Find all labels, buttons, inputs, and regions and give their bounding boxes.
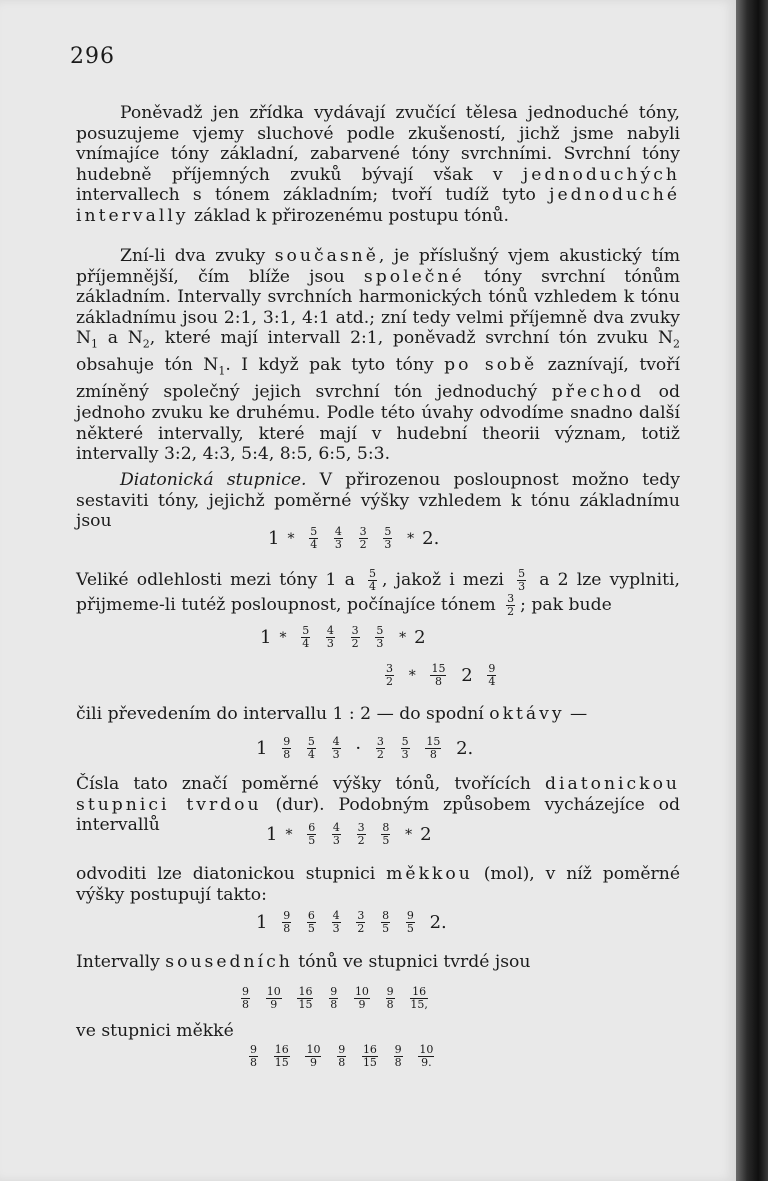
paragraph-5: čili převedením do intervallu 1 : 2 — do spodní oktávy —	[76, 704, 588, 724]
paragraph-6: Čísla tato značí poměrné výšky tónů, tvořících diatonickou stupnici tvrdou (dur). Podobným způsobem vycházejíce od intervallů	[76, 774, 680, 836]
sequence-second-row: $\frac{3}{2}$ * $\frac{15}{8}$ 2 $\frac{9}{4}$	[386, 662, 496, 688]
paragraph-1: Poněvadž jen zřídka vydávají zvučící tělesa jednoduché tóny, posuzujeme vjemy sluchové podle zkušeností, jichž jsme nabyli vnímajíce tóny základní, zabarvené tóny svrchními. Svrchní tóny hudebně příjemných zvuků bývají však v jednoduchých intervallech s tónem základním; tvoří tudíž tyto jednoduché intervally základ k přirozenému postupu tónů.	[76, 103, 680, 226]
sequence-minor-intervals: 1 * $\frac{6}{5}$ $\frac{4}{3}$ $\frac{3}{2}$ $\frac{8}{5}$ * 2	[266, 821, 432, 847]
paragraph-7: odvoditi lze diatonickou stupnici měkkou (mol), v níž poměrné výšky postupují takto:	[76, 864, 681, 905]
sequence-dur-scale: 1 $\frac{9}{8}$ $\frac{5}{4}$ $\frac{4}{3}$ · $\frac{3}{2}$ $\frac{5}{3}$ $\frac{15}{8}$ 2.	[256, 735, 474, 761]
sequence-mol-scale: 1 $\frac{9}{8}$ $\frac{6}{5}$ $\frac{4}{3}$ $\frac{3}{2}$ $\frac{8}{5}$ $\frac{9}{5}$ 2.	[256, 909, 447, 935]
paragraph-4: Veliké odlehlosti mezi tóny 1 a $\frac{5}{4}$ , jakož i mezi $\frac{5}{3}$ a 2 lze vyplniti, přijmeme-li tutéž posloupnost, počínajíce tónem $\frac{3}{2}$ ; pak bude	[76, 567, 680, 618]
book-spine	[736, 0, 768, 1181]
sequence-natural-tones: 1 * $\frac{5}{4}$ $\frac{4}{3}$ $\frac{3}{2}$ $\frac{5}{3}$ * 2.	[268, 525, 440, 551]
page-number: 296	[70, 44, 115, 69]
sequence-dur-neighbours: $\frac{9}{8}$ $\frac{10}{9}$ $\frac{16}{15}$ $\frac{9}{8}$ $\frac{10}{9}$ $\frac{9}{8}$ $\frac{16}{15,}$	[242, 985, 428, 1011]
paragraph-9: ve stupnici měkké	[76, 1021, 234, 1041]
paragraph-8: Intervally sousedních tónů ve stupnici tvrdé jsou	[76, 952, 531, 972]
sequence-mol-neighbours: $\frac{9}{8}$ $\frac{16}{15}$ $\frac{10}{9}$ $\frac{9}{8}$ $\frac{16}{15}$ $\frac{9}{8}$ $\frac{10}{9.}$	[250, 1043, 434, 1069]
paragraph-2: Zní-li dva zvuky současně, je příslušný vjem akustický tím příjemnější, čím blíže jsou společné tóny svrchní tónům základním. Intervally svrchních harmonických tónů vzhledem k tónu základnímu jsou 2:1, 3:1, 4:1 atd.; zní tedy velmi příjemně dva zvuky $N_1$ a $N_2$, které mají intervall 2:1, poněvadž svrchní tón zvuku $N_2$ obsahuje tón $N_1$. I když pak tyto tóny po sobě zaznívají, tvoří zmíněný společný jejich svrchní tón jednoduchý přechod od jednoho zvuku ke druhému. Podle této úvahy odvodíme snadno další některé intervally, které mají v hudební theorii význam, totiž intervally 3:2, 4:3, 5:4, 8:5, 6:5, 5:3.	[76, 246, 681, 465]
sequence-first-row: 1 * $\frac{5}{4}$ $\frac{4}{3}$ $\frac{3}{2}$ $\frac{5}{3}$ * 2	[260, 624, 426, 650]
paragraph-3: Diatonická stupnice. V přirozenou posloupnost možno tedy sestaviti tóny, jejichž poměrné výšky vzhledem k tónu základnímu jsou	[76, 470, 680, 532]
